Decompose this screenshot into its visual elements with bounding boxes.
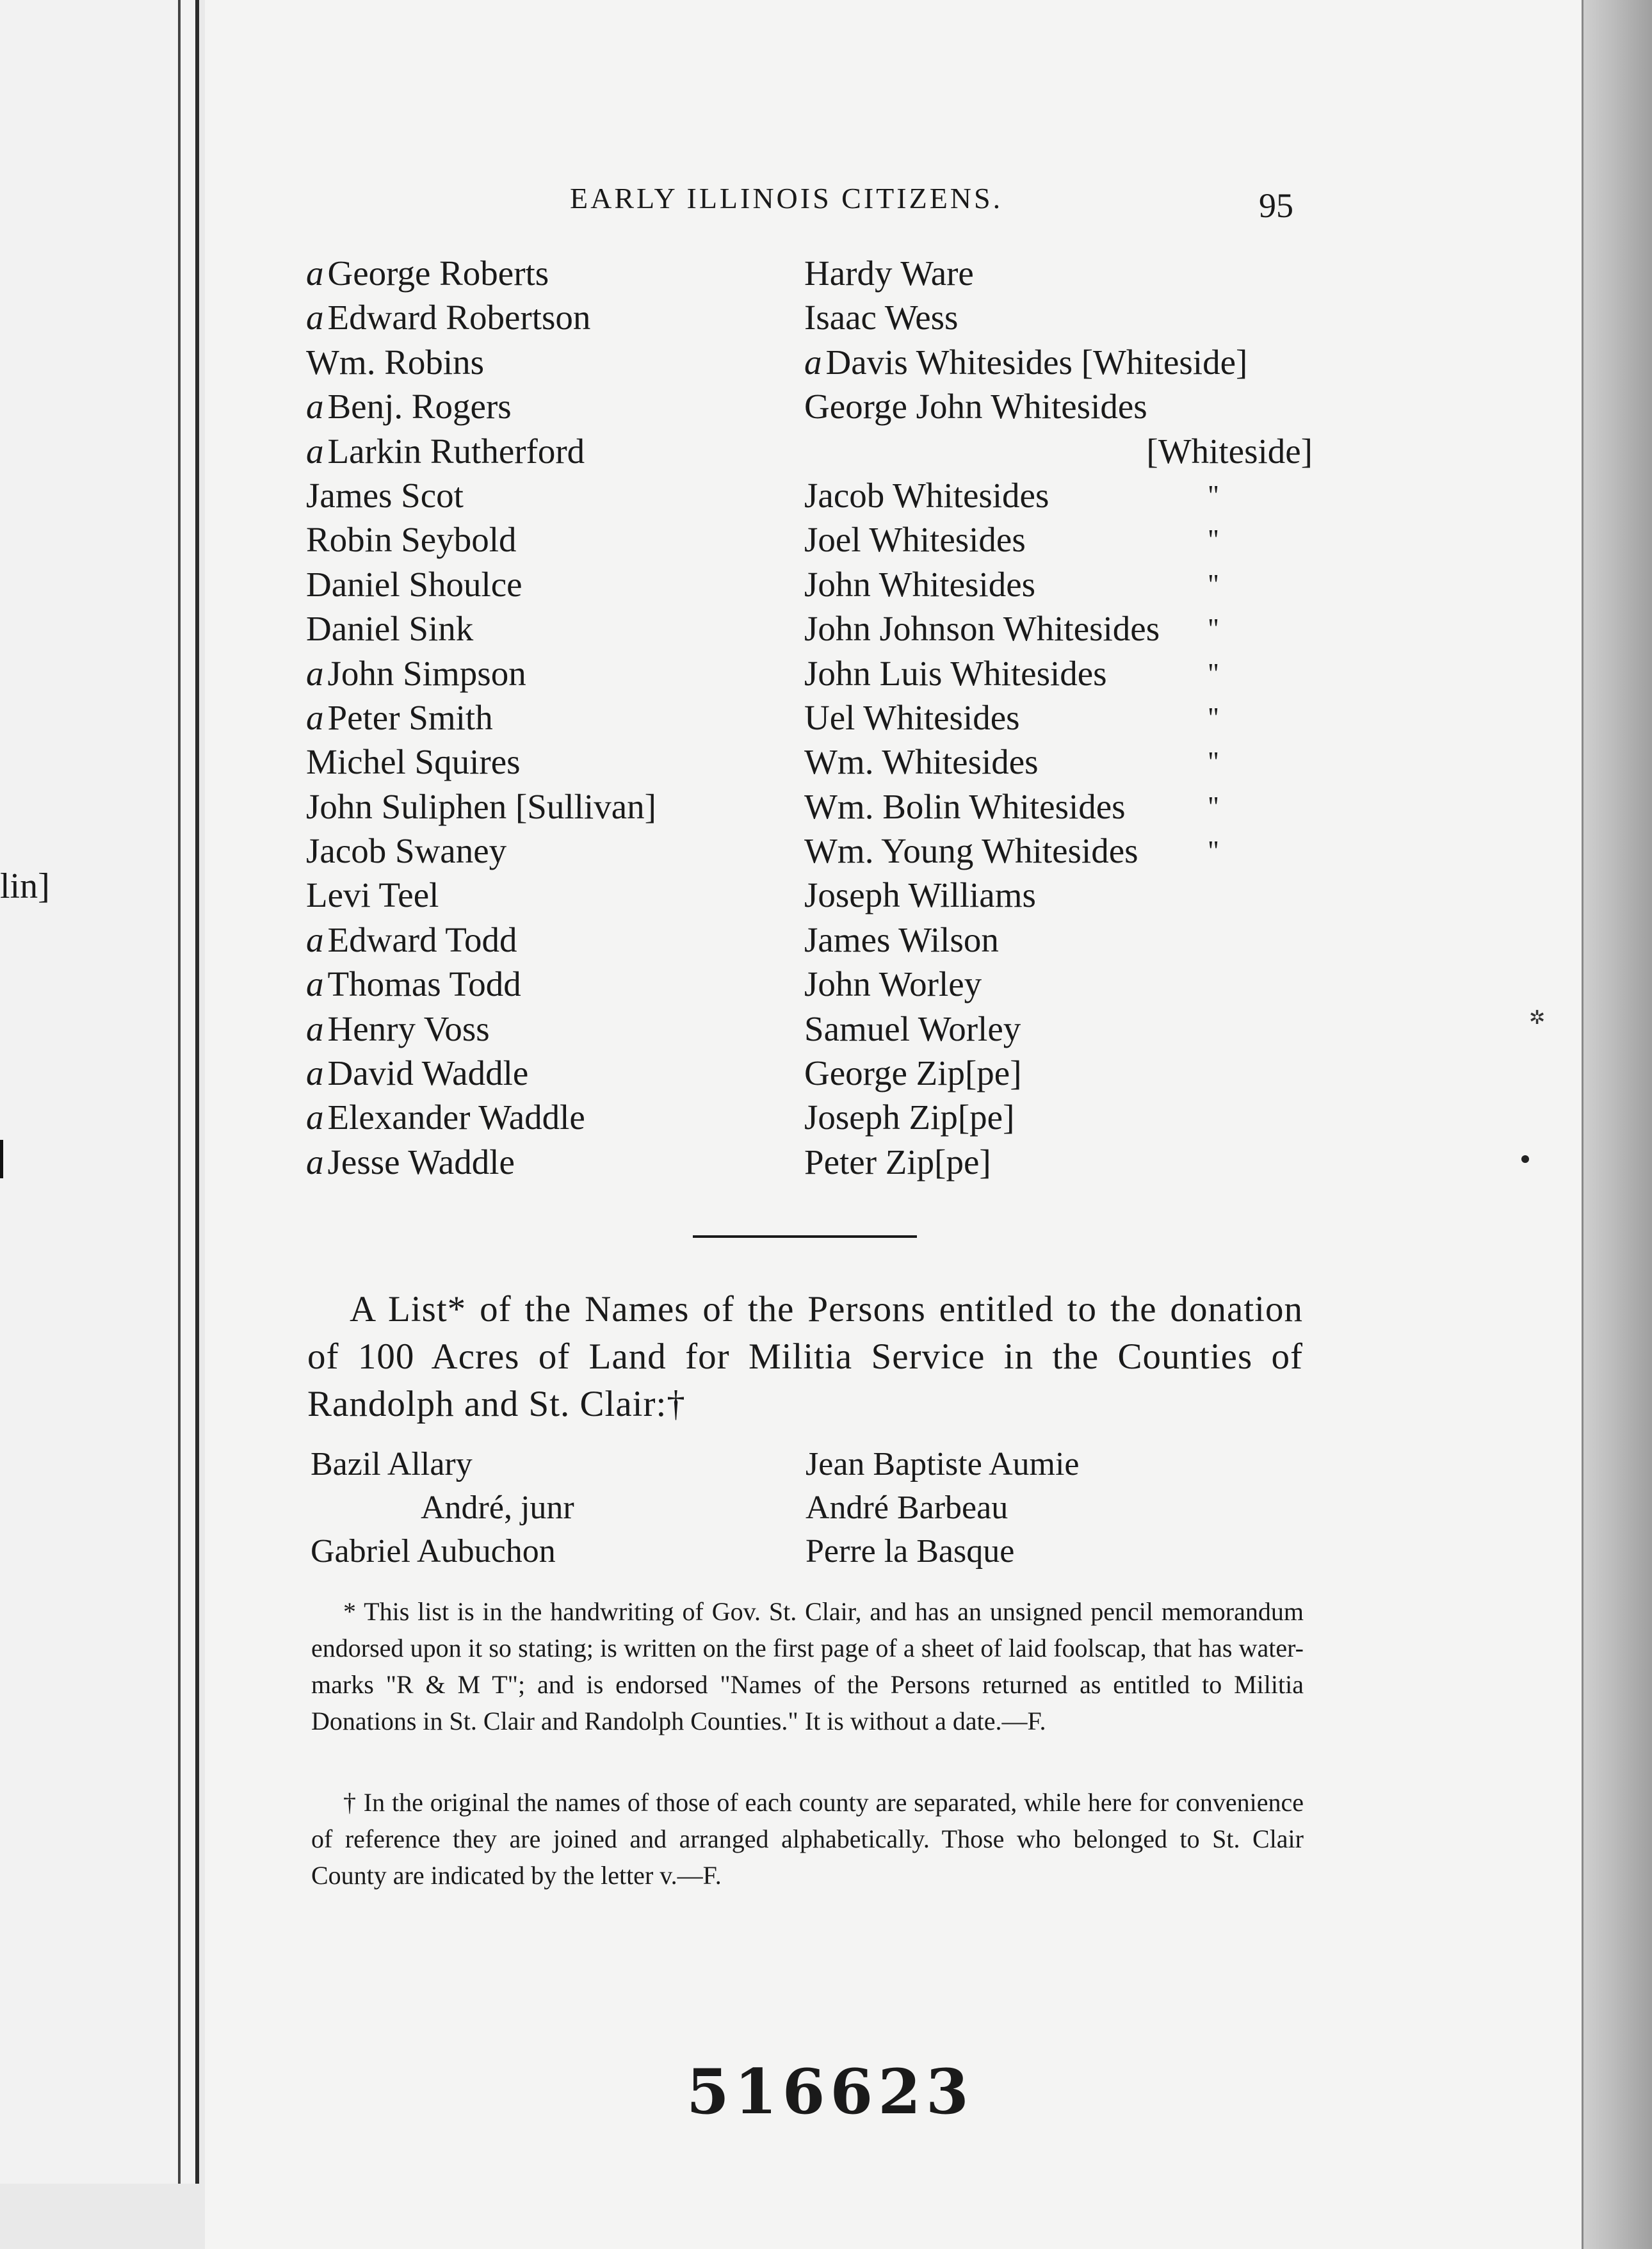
name-entry: [306, 295, 870, 339]
county-mark: a: [306, 1053, 324, 1093]
name-entry: [306, 517, 870, 562]
ditto-mark: ": [1208, 790, 1219, 822]
name-entry: [804, 340, 1316, 384]
person-name: Peter Zip[pe]: [804, 1142, 991, 1181]
person-name: Jacob Swaney: [306, 831, 507, 871]
name-entry: [804, 1051, 1316, 1095]
names-column-right: [804, 251, 1316, 1184]
person-name: James Scot: [306, 475, 464, 515]
section-rule: [693, 1235, 917, 1238]
footnote-1: * This list is in the handwriting of Gov. St. Clair, and has an unsigned pencil memorandum endorsed upon it so stating; is written on the first page of a sheet of laid foolscap, that has water-marks "R & M T"; and is endorsed "Names of the Persons returned as entitled to Militia Donations in St. Clair and Randolph Counties." It is without a date.—F.: [311, 1597, 1304, 1735]
person-name: Jacob Whitesides: [804, 475, 1049, 515]
person-name: Benj. Rogers: [327, 387, 512, 426]
running-head: EARLY ILLINOIS CITIZENS.: [570, 182, 1003, 215]
name-entry: [804, 429, 1316, 473]
county-mark: a: [306, 920, 324, 959]
name-entry: [306, 473, 870, 517]
name-entry: [306, 606, 870, 651]
person-name: Wm. Whitesides: [804, 742, 1039, 782]
county-mark: a: [306, 653, 324, 693]
person-name: Uel Whitesides: [804, 697, 1020, 737]
name-entry: [804, 829, 1316, 873]
list-item: Jean Baptiste Aumie: [806, 1446, 1080, 1482]
county-mark: a: [306, 431, 324, 471]
name-entry: [306, 695, 870, 740]
name-entry: [804, 740, 1316, 784]
name-entry: [306, 1140, 870, 1184]
library-stamp-number: 516623: [686, 2056, 974, 2128]
county-mark: a: [804, 342, 822, 382]
page-edge: [1582, 0, 1652, 2249]
name-entry: [804, 651, 1316, 695]
person-name: Joseph Williams: [804, 875, 1036, 915]
name-entry: [804, 1140, 1316, 1184]
person-name: Edward Robertson: [327, 298, 591, 337]
ditto-mark: ": [1208, 835, 1219, 867]
name-entry: [306, 429, 870, 473]
ditto-mark: ": [1208, 479, 1219, 511]
ditto-mark: ": [1208, 657, 1219, 689]
person-name: John Suliphen [Sullivan]: [306, 786, 656, 826]
person-name: Michel Squires: [306, 742, 521, 782]
person-name: [Whiteside]: [1146, 431, 1313, 471]
name-entry: [804, 517, 1316, 562]
person-name: Isaac Wess: [804, 298, 959, 337]
person-name: Levi Teel: [306, 875, 439, 915]
person-name: Edward Todd: [327, 920, 517, 959]
name-entry: [306, 784, 870, 829]
name-entry: [306, 918, 870, 962]
person-name: Elexander Waddle: [327, 1098, 585, 1137]
name-entry: [306, 740, 870, 784]
person-name: John Simpson: [327, 653, 526, 693]
county-mark: a: [306, 964, 324, 1004]
name-entry: [804, 784, 1316, 829]
ditto-mark: ": [1208, 613, 1219, 645]
speck-mark: ✲: [1529, 1007, 1546, 1028]
name-entry: [804, 295, 1316, 339]
person-name: Daniel Sink: [306, 609, 474, 649]
county-mark: a: [306, 697, 324, 737]
militia-list-right: [806, 1443, 1079, 1573]
name-entry: [306, 829, 870, 873]
name-entry: [306, 562, 870, 606]
person-name: George Zip[pe]: [804, 1053, 1022, 1093]
name-entry: [804, 384, 1316, 428]
name-entry: [804, 562, 1316, 606]
ditto-mark: ": [1208, 524, 1219, 556]
name-entry: [306, 251, 870, 295]
list-item: Bazil Allary: [311, 1446, 473, 1482]
ditto-mark: ": [1208, 701, 1219, 733]
name-entry: [804, 251, 1316, 295]
name-entry: [804, 918, 1316, 962]
person-name: Wm. Robins: [306, 342, 485, 382]
person-name: Thomas Todd: [327, 964, 521, 1004]
name-entry: [804, 962, 1316, 1006]
person-name: John Whitesides: [804, 564, 1036, 604]
person-name: Peter Smith: [327, 697, 493, 737]
names-column-left: [306, 251, 870, 1184]
footnote-2: † In the original the names of those of each county are separated, while here for convenience of reference they are joined and arranged alphabetically. Those who belonged to St. Clair County are indicated by the letter v.—F.: [311, 1788, 1304, 1890]
name-entry: [804, 1095, 1316, 1139]
name-entry: [804, 695, 1316, 740]
person-name: Robin Seybold: [306, 520, 517, 560]
county-mark: a: [306, 1009, 324, 1048]
name-entry: [804, 606, 1316, 651]
margin-mark: [0, 1140, 3, 1178]
person-name: John Luis Whitesides: [804, 653, 1107, 693]
name-entry: [306, 1051, 870, 1095]
list-item: André, junr: [421, 1490, 574, 1526]
speck-dot: [1521, 1155, 1529, 1163]
person-name: Hardy Ware: [804, 254, 974, 293]
person-name: George Roberts: [327, 254, 549, 293]
person-name: John Johnson Whitesides: [804, 609, 1160, 649]
name-entry: [804, 873, 1316, 917]
ditto-mark: ": [1208, 746, 1219, 778]
person-name: Daniel Shoulce: [306, 564, 522, 604]
name-entry: [804, 1007, 1316, 1051]
name-entry: [804, 473, 1316, 517]
person-name: Joseph Zip[pe]: [804, 1098, 1015, 1137]
name-entry: [306, 1095, 870, 1139]
name-entry: [306, 340, 870, 384]
list-item: André Barbeau: [806, 1490, 1008, 1526]
list-item: Gabriel Aubuchon: [311, 1533, 556, 1570]
county-mark: a: [306, 298, 324, 337]
person-name: Wm. Young Whitesides: [804, 831, 1138, 871]
person-name: James Wilson: [804, 920, 999, 959]
person-name: John Worley: [804, 964, 982, 1004]
county-mark: a: [306, 387, 324, 426]
facing-page: [0, 0, 199, 2184]
name-entry: [306, 962, 870, 1006]
name-entry: [306, 1007, 870, 1051]
person-name: Joel Whitesides: [804, 520, 1026, 560]
name-entry: [306, 651, 870, 695]
ditto-mark: ": [1208, 568, 1219, 600]
person-name: Jesse Waddle: [327, 1142, 515, 1181]
gutter-line: [178, 0, 181, 2184]
name-entry: [306, 873, 870, 917]
county-mark: a: [306, 254, 324, 293]
person-name: George John Whitesides: [804, 387, 1147, 426]
list-item: Perre la Basque: [806, 1533, 1015, 1570]
margin-fragment: lin]: [0, 866, 50, 906]
page-number: 95: [1259, 186, 1293, 225]
person-name: Henry Voss: [327, 1009, 490, 1048]
person-name: Wm. Bolin Whitesides: [804, 786, 1126, 826]
county-mark: a: [306, 1142, 324, 1181]
section-heading: A List* of the Names of the Persons entitled to the donation of 100 Acres of Land for Militia Service in the Counties of Randolph and St. Clair:†: [307, 1289, 1303, 1424]
county-mark: a: [306, 1098, 324, 1137]
person-name: Davis Whitesides [Whiteside]: [825, 342, 1248, 382]
militia-list-left: [311, 1443, 574, 1573]
person-name: David Waddle: [327, 1053, 529, 1093]
person-name: Samuel Worley: [804, 1009, 1021, 1048]
name-entry: [306, 384, 870, 428]
person-name: Larkin Rutherford: [327, 431, 585, 471]
